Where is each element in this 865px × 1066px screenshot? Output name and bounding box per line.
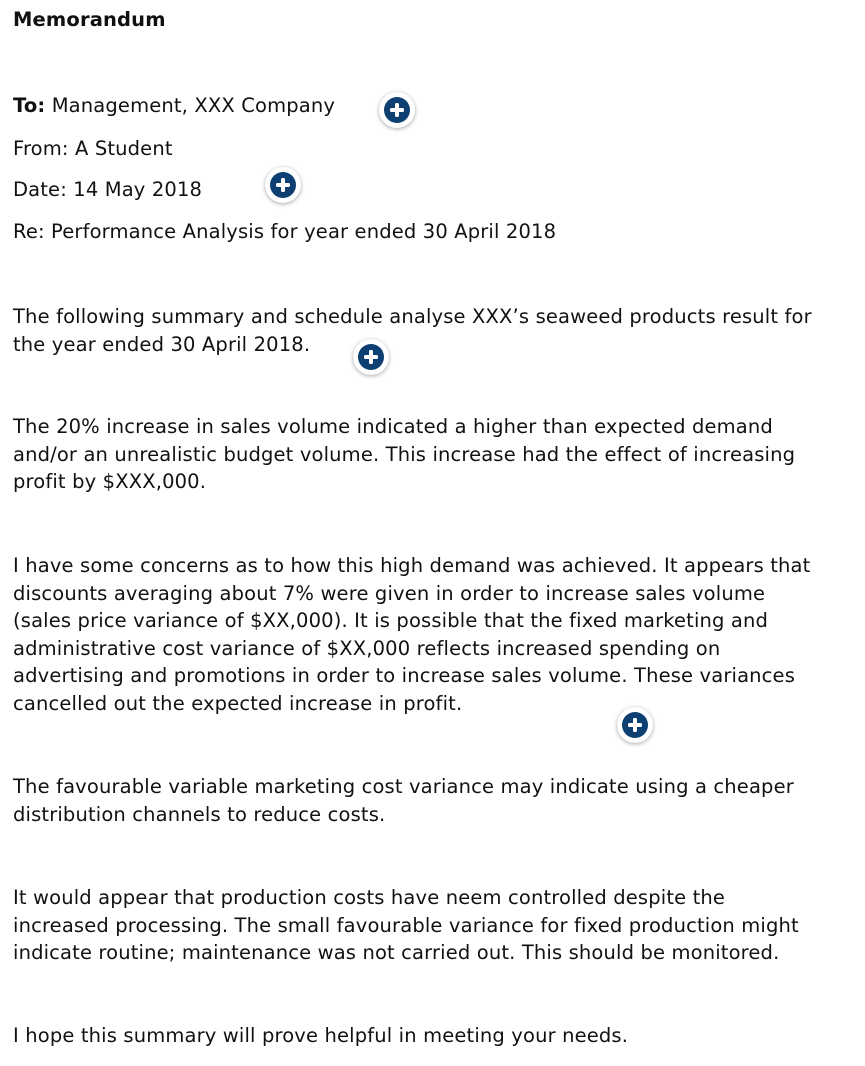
memo-to-label: To: bbox=[13, 94, 46, 117]
memo-re-line: Re: Performance Analysis for year ended 30 April 2018 bbox=[13, 220, 557, 243]
add-annotation-button-to[interactable] bbox=[379, 92, 415, 128]
add-annotation-button-date[interactable] bbox=[265, 167, 301, 203]
plus-circle-icon bbox=[622, 712, 648, 738]
plus-circle-icon bbox=[270, 172, 296, 198]
memo-to-value: Management, XXX Company bbox=[45, 94, 336, 117]
add-annotation-button-concerns[interactable] bbox=[617, 707, 653, 743]
paragraph-marketing-variance: The favourable variable marketing cost variance may indicate using a cheaper distribution channels to reduce costs. bbox=[13, 775, 794, 826]
paragraph-production-costs: It would appear that production costs have neem controlled despite the increased processing. The small favourable variance for fixed production might indicate routine; maintenance was not carried out. This should be monitored. bbox=[13, 886, 799, 964]
plus-circle-icon bbox=[384, 97, 410, 123]
paragraph-summary-intro: The following summary and schedule analyse XXX’s seaweed products result for the year ended 30 April 2018. bbox=[13, 305, 812, 356]
memo-title: Memorandum bbox=[13, 8, 166, 31]
memo-to-line bbox=[13, 92, 335, 120]
paragraph-sales-volume: The 20% increase in sales volume indicated a higher than expected demand and/or an unrealistic budget volume. This increase had the effect of increasing profit by $XXX,000. bbox=[13, 415, 796, 493]
plus-circle-icon bbox=[358, 344, 384, 370]
paragraph-concerns: I have some concerns as to how this high demand was achieved. It appears that discounts averaging about 7% were given in order to increase sales volume (sales price variance of $XX,000). It is possible that the fixed marketing and administrative cost variance of $XX,000 reflects increased spending on advertising and promotions in order to increase sales volume. These variances cancelled out the expected increase in profit. bbox=[13, 554, 811, 715]
paragraph-closing: I hope this summary will prove helpful in meeting your needs. bbox=[13, 1024, 629, 1047]
memo-date-line: Date: 14 May 2018 bbox=[13, 178, 203, 201]
add-annotation-button-summary[interactable] bbox=[353, 339, 389, 375]
memo-from-line: From: A Student bbox=[13, 137, 173, 160]
